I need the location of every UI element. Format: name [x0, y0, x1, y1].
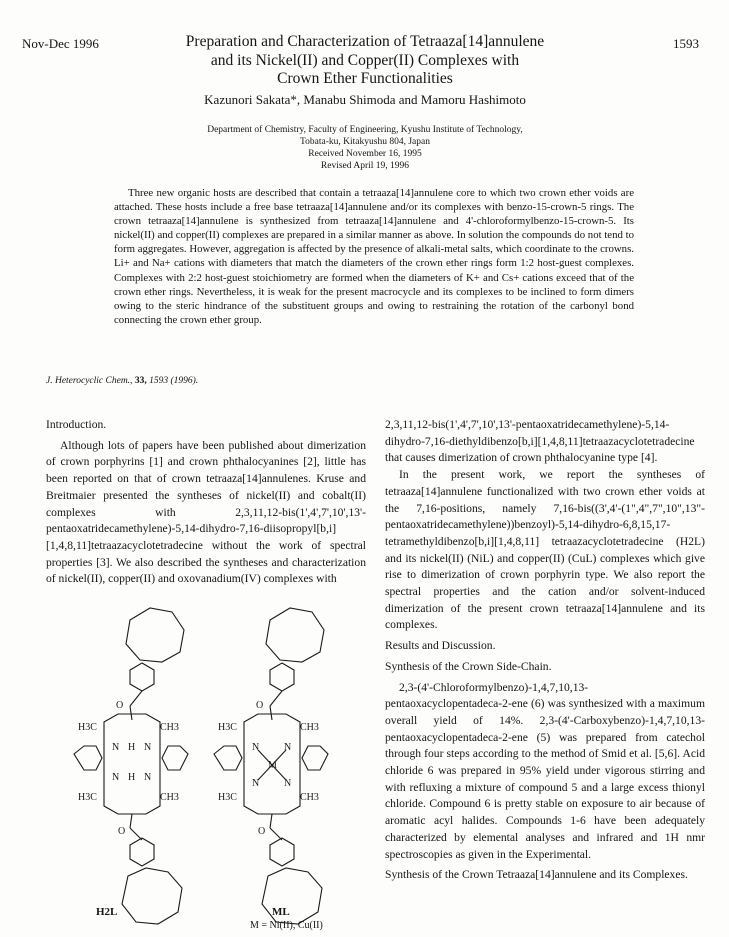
- right-paragraph-3: 2,3-(4'-Chloroformylbenzo)-1,4,7,10,13-pentaoxacyclopentadeca-2-ene (6) was synthesized with a maximum overall yield of 14%. 2,3-(4'-Carboxybenzo)-1,4,7,10,13-pentaoxacyclopentadeca-2-ene (5) was prepared from catechol through four steps according to the method of Smid et al. [5,6]. Acid chloride 6 was prepared in 95% yield under vigorous stirring and with refluxing a mixture of compound 5 and a large excess thionyl chloride. Compound 6 is pretty stable on exposure to air because of aromatic acyl halides. Compounds 1-6 have been adequately characterized by elemental analyses and infrared and 1H nmr spectroscopies as given in the Experimental.: [385, 680, 705, 861]
- benzo-ring-left: [214, 746, 242, 770]
- affiliation-block: [120, 124, 610, 172]
- benzo-ring-lower: [270, 838, 294, 866]
- ml-oxygen-upper: O: [256, 700, 264, 711]
- ml-methyl-left-upper: H3C: [218, 722, 237, 733]
- running-header-date: Nov-Dec 1996: [22, 36, 99, 51]
- section-heading-results: Results and Discussion.: [385, 639, 496, 653]
- title-line-1: Preparation and Characterization of Tetraaza[14]annulene: [185, 33, 545, 50]
- h2l-nitrogen-3: N: [112, 772, 120, 783]
- citation-pages: 1593 (1996).: [149, 376, 199, 386]
- h2l-methyl-right-lower: CH3: [160, 792, 179, 803]
- bond: [130, 814, 132, 828]
- benzo-ring-upper: [130, 663, 154, 691]
- ml-nitrogen-3: N: [252, 778, 260, 789]
- abstract: Three new organic hosts are described that contain a tetraaza[14]annulene core to which two crown ether voids are attached. These hosts include a free base tetraaza[14]annulene and/or its complexes with benzo-15-crown-5 rings. The crown tetraaza[14]annulene is synthesized from tetraaza[14]annulene and 4'-chloroformylbenzo-15-crown-5. Its nickel(II) and copper(II) complexes are prepared in a similar manner as above. In solution the compounds do not tend to form aggregates. However, aggregation is affected by the presence of alkali-metal salts, which coordinate to the crowns. Li+ and Na+ cations with diameters that match the diameters of the crown ether rings form 1:2 host-guest complexes. Complexes with 2:2 host-guest stoichiometry are formed when the diameters of K+ and Cs+ cations exceed that of the crown ether rings. Nevertheless, it is weak for the present macrocycle and its complexes to be inclined to form dimers owing to the steric hindrance of the substituent groups and owing to restraining the rotation of the carbonyl bond connecting the crown ether group.: [114, 187, 634, 326]
- carbonyl-bond-lower: [130, 828, 142, 840]
- intro-paragraph: Although lots of papers have been published about dimerization of crown porphyrins [1] and crown phthalocyanines [2], little has been reported on that of crown tetraaza[14]annulenes. Kruse and Breitmaier presented the syntheses of nickel(II) and cobalt(II) complexes with 2,3,11,12-bis(1',4',7',10',13'-pentaoxatridecamethylene)-5,14-dihydro-7,16-diisopropyl[b,i][1,4,8,11]tetraazacyclotetradecine without the work of spectral properties [3]. We also described the syntheses and characterization of nickel(II), copper(II) and oxovanadium(IV) complexes with: [46, 438, 366, 586]
- carbonyl-bond-upper: [270, 691, 282, 706]
- carbonyl-bond-upper: [130, 691, 142, 706]
- ml-methyl-right-lower: CH3: [300, 792, 319, 803]
- ml-nitrogen-1: N: [252, 742, 260, 753]
- h2l-hydrogen-1: H: [128, 742, 136, 753]
- h2l-methyl-left-upper: H3C: [78, 722, 97, 733]
- affiliation-line-2: Tobata-ku, Kitakyushu 804, Japan: [300, 137, 430, 147]
- ml-metal: M: [268, 760, 277, 771]
- citation-journal: J. Heterocyclic Chem.,: [46, 376, 133, 386]
- benzo-ring-upper: [270, 663, 294, 691]
- crown-ring-lower: [122, 868, 182, 924]
- ml-nitrogen-4: N: [284, 778, 292, 789]
- benzo-ring-lower: [130, 838, 154, 866]
- h2l-nitrogen-4: N: [144, 772, 152, 783]
- h2l-oxygen-lower: O: [118, 826, 126, 837]
- carbonyl-bond-lower: [270, 828, 282, 840]
- left-column: [46, 417, 366, 588]
- ml-oxygen-lower: O: [258, 826, 266, 837]
- figure-label-ml: ML: [272, 906, 290, 918]
- crown-ring-upper: [126, 608, 184, 662]
- figure-label-h2l: H2L: [96, 906, 118, 918]
- revised-date: Revised April 19, 1996: [320, 161, 410, 171]
- section-heading-introduction: Introduction.: [46, 418, 107, 431]
- figure-sublabel-ml: M = Ni(II), Cu(II): [250, 920, 323, 931]
- benzo-ring-left: [74, 746, 102, 770]
- page-number: 1593: [673, 36, 699, 51]
- macrocycle-core: [104, 714, 160, 814]
- bond: [130, 706, 132, 720]
- author-list: Kazunori Sakata*, Manabu Shimoda and Mamoru Hashimoto: [204, 92, 526, 107]
- right-column: [385, 417, 705, 884]
- affiliation-line-1: Department of Chemistry, Faculty of Engineering, Kyushu Institute of Technology,: [207, 125, 523, 135]
- received-date: Received November 16, 1995: [308, 149, 422, 159]
- title-line-2: and its Nickel(II) and Copper(II) Complexes with: [210, 51, 520, 69]
- ml-nitrogen-2: N: [284, 742, 292, 753]
- h2l-hydrogen-2: H: [128, 772, 136, 783]
- subsection-heading-crown-side-chain: Synthesis of the Crown Side-Chain.: [385, 659, 552, 673]
- citation-volume: 33,: [134, 376, 147, 386]
- h2l-oxygen-upper: O: [116, 700, 124, 711]
- h2l-nitrogen-2: N: [144, 742, 152, 753]
- h2l-structure: [74, 608, 188, 924]
- right-paragraph-1: 2,3,11,12-bis(1',4',7',10',13'-pentaoxatridecamethylene)-5,14-dihydro-7,16-diethyldibenzo[b,i][1,4,8,11]tetraazacyclotetradecine that causes dimerization of crown phthalocyanine type [4].: [385, 418, 695, 465]
- right-paragraph-2: In the present work, we report the syntheses of tetraaza[14]annulene functionalized with two crown ether voids at the 7,16-positions, namely 7,16-bis((3',4'-(1",4",7",10",13"-pentaoxatridecamethylene))benzoyl)-5,14-dihydro-6,8,15,17-tetramethyldibenzo[b,i][1,4,8,11] tetraazacyclotetradecine (H2L) and its nickel(II) (NiL) and copper(II) (CuL) complexes which give rise to dimerization of crown porphyrin type. We also report the spectral properties and the cation and/or solvent-induced dimerization of the present crown tetraaza[14]annulene and its complexes.: [385, 468, 705, 632]
- benzo-ring-right: [162, 746, 188, 770]
- h2l-methyl-right-upper: CH3: [160, 722, 179, 733]
- bond: [270, 814, 272, 828]
- article-title: [150, 33, 580, 89]
- h2l-nitrogen-1: N: [112, 742, 120, 753]
- benzo-ring-right: [302, 746, 328, 770]
- citation: [46, 376, 198, 386]
- ml-methyl-right-upper: CH3: [300, 722, 319, 733]
- crown-ring-lower: [262, 868, 322, 924]
- h2l-methyl-left-lower: H3C: [78, 792, 97, 803]
- bond: [270, 706, 272, 720]
- ml-methyl-left-lower: H3C: [218, 792, 237, 803]
- crown-ring-upper: [266, 608, 324, 662]
- title-line-3: Crown Ether Functionalities: [277, 70, 453, 87]
- structure-figure: [70, 600, 370, 935]
- subsection-heading-crown-annulene: Synthesis of the Crown Tetraaza[14]annulene and its Complexes.: [385, 868, 688, 882]
